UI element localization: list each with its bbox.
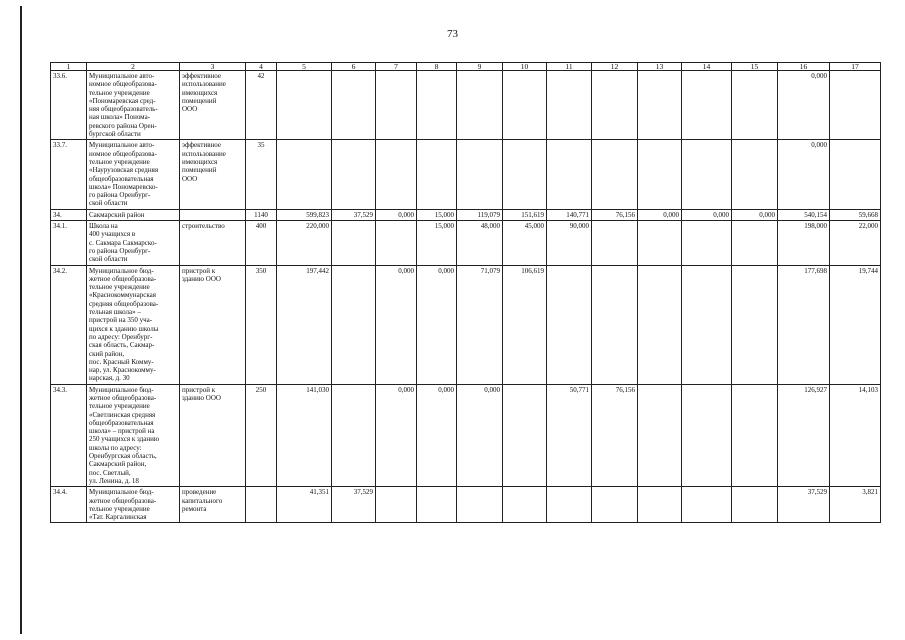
table-cell: 41,351 xyxy=(277,487,332,523)
table-cell: 45,000 xyxy=(503,221,547,265)
table-cell: 37,529 xyxy=(332,209,376,220)
table-cell xyxy=(332,265,376,384)
table-cell: строительство xyxy=(180,221,246,265)
table-cell: 0,000 xyxy=(778,71,830,140)
table-cell: 198,000 xyxy=(778,221,830,265)
table-cell xyxy=(547,265,592,384)
column-number: 11 xyxy=(547,63,592,71)
table-cell xyxy=(417,487,457,523)
table-cell xyxy=(376,71,417,140)
table-cell: 15,000 xyxy=(417,209,457,220)
table-cell: Школа на 400 учащихся в с. Сакмара Сакмарско- го района Оренбург- ской области xyxy=(87,221,180,265)
table-cell: 126,927 xyxy=(778,384,830,487)
table-cell: 0,000 xyxy=(778,140,830,209)
table-cell: 34.4. xyxy=(51,487,87,523)
table-cell xyxy=(638,71,682,140)
table-cell: 34.1. xyxy=(51,221,87,265)
table-cell xyxy=(503,140,547,209)
table-cell xyxy=(638,384,682,487)
table-cell: 59,668 xyxy=(830,209,881,220)
table-cell xyxy=(503,71,547,140)
table-cell: 33.7. xyxy=(51,140,87,209)
table-cell: эффективное использование имеющихся помещений ООО xyxy=(180,140,246,209)
table-cell xyxy=(592,487,638,523)
column-number: 5 xyxy=(277,63,332,71)
table-cell xyxy=(732,265,778,384)
table-cell: проведение капитального ремонта xyxy=(180,487,246,523)
table-cell: 599,823 xyxy=(277,209,332,220)
column-number: 17 xyxy=(830,63,881,71)
table-cell xyxy=(417,71,457,140)
column-number: 1 xyxy=(51,63,87,71)
table-cell: 34. xyxy=(51,209,87,220)
column-number-row xyxy=(51,63,881,71)
table-cell xyxy=(682,265,732,384)
table-row xyxy=(51,140,881,209)
table-cell xyxy=(592,71,638,140)
column-number: 8 xyxy=(417,63,457,71)
table-cell xyxy=(732,487,778,523)
table-cell: 0,000 xyxy=(376,209,417,220)
table-cell xyxy=(376,487,417,523)
table-cell: 76,156 xyxy=(592,209,638,220)
table-row xyxy=(51,487,881,523)
table-cell: 0,000 xyxy=(457,384,503,487)
table-cell: 220,000 xyxy=(277,221,332,265)
table-cell xyxy=(638,487,682,523)
table-cell: 90,000 xyxy=(547,221,592,265)
table-cell xyxy=(332,140,376,209)
table-cell: 0,000 xyxy=(417,265,457,384)
table-cell: 540,154 xyxy=(778,209,830,220)
table-cell: 37,529 xyxy=(332,487,376,523)
table-cell: 48,000 xyxy=(457,221,503,265)
table-cell xyxy=(547,487,592,523)
table-cell: 35 xyxy=(246,140,277,209)
table-cell: 0,000 xyxy=(638,209,682,220)
table-cell xyxy=(457,487,503,523)
binding-line xyxy=(20,6,22,634)
table-cell: пристрой к зданию ООО xyxy=(180,265,246,384)
table-cell xyxy=(638,265,682,384)
column-number: 15 xyxy=(732,63,778,71)
table-cell: Муниципальное бюд- жетное общеобразова- тельное учреждение «Тат. Каргалинская xyxy=(87,487,180,523)
table-cell: 50,771 xyxy=(547,384,592,487)
table-cell: 19,744 xyxy=(830,265,881,384)
table-cell xyxy=(830,71,881,140)
table-cell xyxy=(180,209,246,220)
table-cell: 151,619 xyxy=(503,209,547,220)
table-cell xyxy=(246,487,277,523)
table-cell xyxy=(732,221,778,265)
table-cell xyxy=(682,71,732,140)
table-cell xyxy=(830,140,881,209)
table-cell: 15,000 xyxy=(417,221,457,265)
table-cell: 106,619 xyxy=(503,265,547,384)
table-cell xyxy=(503,384,547,487)
table-cell: 400 xyxy=(246,221,277,265)
table-cell: 3,821 xyxy=(830,487,881,523)
table-cell: пристрой к зданию ООО xyxy=(180,384,246,487)
table-cell xyxy=(682,487,732,523)
table-cell: 177,698 xyxy=(778,265,830,384)
table-row xyxy=(51,71,881,140)
table-cell xyxy=(682,221,732,265)
column-number: 7 xyxy=(376,63,417,71)
column-number: 9 xyxy=(457,63,503,71)
table-cell xyxy=(732,384,778,487)
column-number: 2 xyxy=(87,63,180,71)
table-cell xyxy=(732,140,778,209)
table-cell xyxy=(417,140,457,209)
table-cell: 197,442 xyxy=(277,265,332,384)
table-cell: 350 xyxy=(246,265,277,384)
table-cell xyxy=(332,71,376,140)
table-row xyxy=(51,221,881,265)
table-cell: 34.2. xyxy=(51,265,87,384)
table-cell: Муниципальное бюд- жетное общеобразова- тельное учреждение «Светлинская средняя общеобразовательная школа» – пристрой на 250 учащихся к зданию школы по адресу: Оренбургская область, Сакмарский район, пос. Светлый, ул. Ленина, д. 18 xyxy=(87,384,180,487)
table-cell: 34.3. xyxy=(51,384,87,487)
column-number: 12 xyxy=(592,63,638,71)
table-row xyxy=(51,265,881,384)
table-cell: 0,000 xyxy=(417,384,457,487)
table-cell: 14,103 xyxy=(830,384,881,487)
investment-table xyxy=(50,62,881,523)
table-cell xyxy=(457,71,503,140)
page-number: 73 xyxy=(447,28,458,40)
table-cell xyxy=(682,384,732,487)
table-cell xyxy=(732,71,778,140)
column-number: 14 xyxy=(682,63,732,71)
table-cell xyxy=(592,140,638,209)
table-cell xyxy=(592,221,638,265)
table-cell: Муниципальное бюд- жетное общеобразова- тельное учреждение «Краснокоммунарская средняя общеобразова- тельная школа» – пристрой на 350 уча- щихся к зданию школы по адресу: Оренбург- ская область, Сакмар- ский район, пос. Красный Комму- нар, ул. Краснокомму- нарская, д. 30 xyxy=(87,265,180,384)
table-cell: эффективное использование имеющихся помещений ООО xyxy=(180,71,246,140)
table-cell xyxy=(503,487,547,523)
table-cell xyxy=(592,265,638,384)
table-row xyxy=(51,384,881,487)
table-cell: 71,079 xyxy=(457,265,503,384)
table-row xyxy=(51,209,881,220)
table-cell: 22,000 xyxy=(830,221,881,265)
table-cell: 0,000 xyxy=(376,265,417,384)
table-cell xyxy=(376,140,417,209)
table-cell xyxy=(547,140,592,209)
table-cell xyxy=(376,221,417,265)
column-number: 3 xyxy=(180,63,246,71)
table-cell: Муниципальное авто- номное общеобразова- тельное учреждение «Пономаревская сред- няя общеобразователь- ная школа» Пономa- ревского района Орен- бургской области xyxy=(87,71,180,140)
table-cell: 76,156 xyxy=(592,384,638,487)
table-cell: 33.6. xyxy=(51,71,87,140)
table-cell: Муниципальное авто- номное общеобразова- тельное учреждение «Наурузовская средняя общеобразовательная школа» Пономаревско- го района Оренбург- ской области xyxy=(87,140,180,209)
table-cell xyxy=(682,140,732,209)
column-number: 6 xyxy=(332,63,376,71)
column-number: 10 xyxy=(503,63,547,71)
table-cell: 119,079 xyxy=(457,209,503,220)
table-cell xyxy=(277,71,332,140)
column-number: 13 xyxy=(638,63,682,71)
table-cell: 0,000 xyxy=(682,209,732,220)
table-cell xyxy=(547,71,592,140)
table-cell xyxy=(332,221,376,265)
table-cell: 141,030 xyxy=(277,384,332,487)
table-cell xyxy=(277,140,332,209)
table-cell: 37,529 xyxy=(778,487,830,523)
table-cell: 0,000 xyxy=(732,209,778,220)
table-cell xyxy=(638,221,682,265)
table-cell: 1140 xyxy=(246,209,277,220)
table-cell: 0,000 xyxy=(376,384,417,487)
table-cell: 250 xyxy=(246,384,277,487)
column-number: 4 xyxy=(246,63,277,71)
table-cell xyxy=(332,384,376,487)
table-cell: 42 xyxy=(246,71,277,140)
column-number: 16 xyxy=(778,63,830,71)
table-cell: 140,771 xyxy=(547,209,592,220)
table-cell xyxy=(638,140,682,209)
table-cell xyxy=(457,140,503,209)
table-cell: Сакмарский район xyxy=(87,209,180,220)
